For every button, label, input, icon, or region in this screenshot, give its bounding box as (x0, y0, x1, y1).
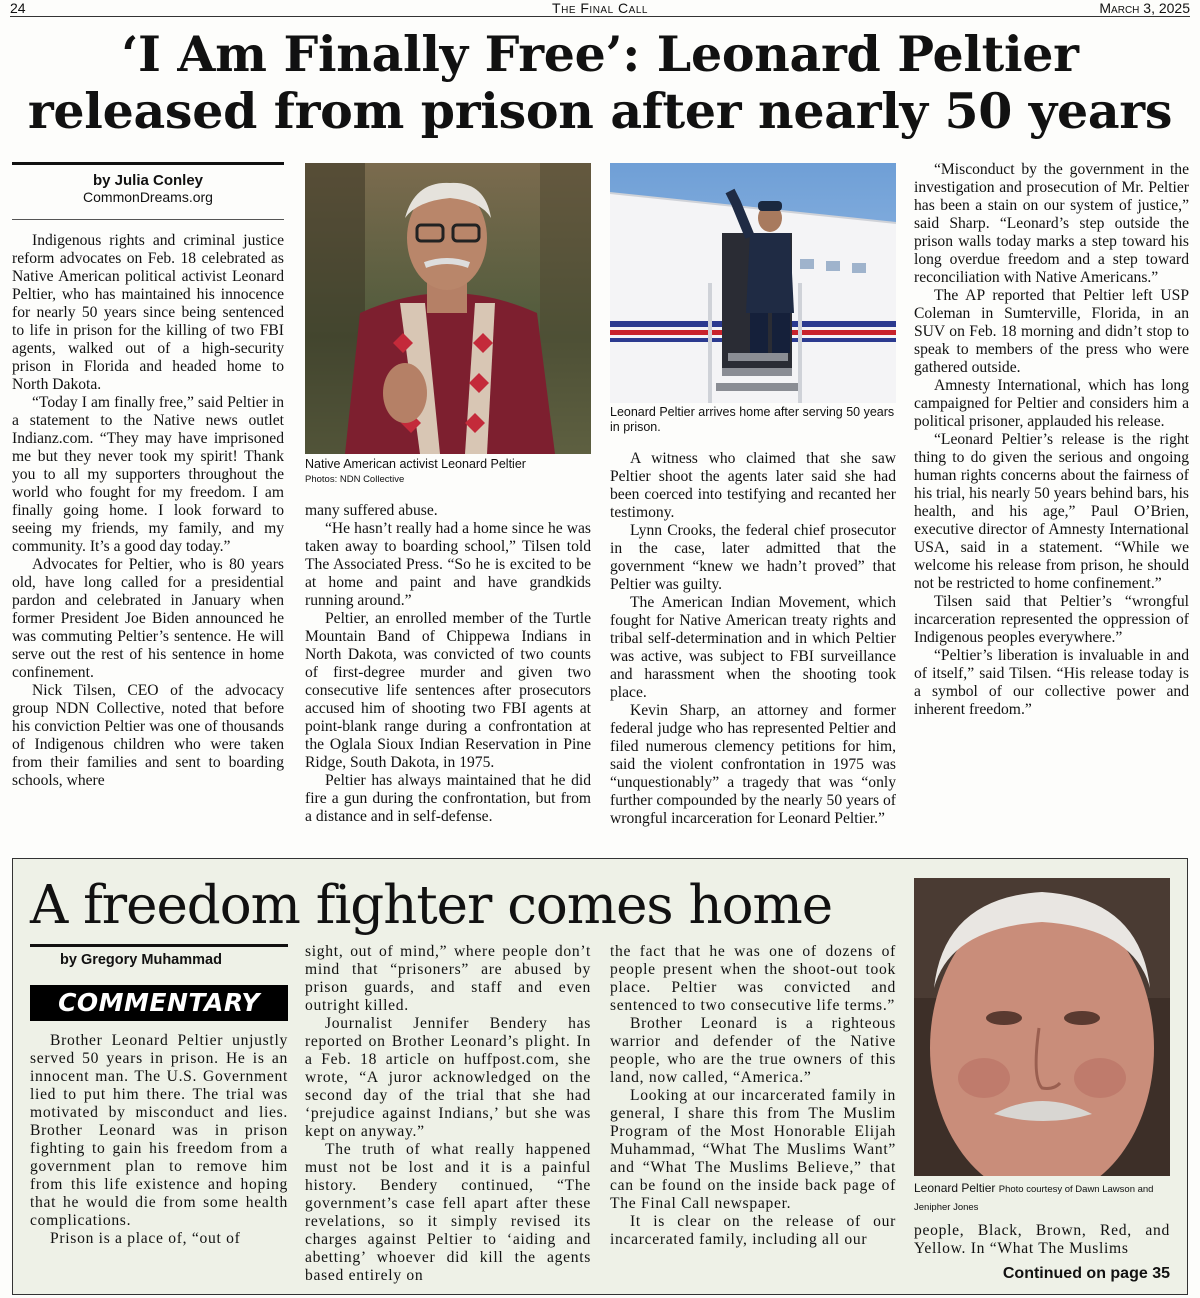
paragraph: Nick Tilsen, CEO of the advocacy group NDN Collective, noted that before his conviction Peltier was one of thousands of Indigenous children who were taken from their families and sent to boarding schools, where (12, 682, 284, 789)
paragraph: Kevin Sharp, an attorney and former federal judge who has represented Peltier and filed numerous clemency petitions for him, said the violent confrontation in 1975 was “unquestionably” a tragedy that was “only further compounded by the nearly 50 years of wrongful incarceration for Leonard Peltier.” (610, 702, 896, 827)
issue-date: March 3, 2025 (1099, 0, 1190, 16)
caption-text: Native American activist Leonard Peltier (305, 457, 526, 471)
paragraph: “Leonard Peltier’s release is the right thing to do given the serious and ongoing human rights concerns about the fairness of his trial, his nearly 50 years behind bars, his health, and his age,” Paul O’Brien, executive director of Amnesty International USA, said in a statement. “While we welcome his release from prison, he should not be restricted to home confinement.” (914, 431, 1189, 592)
commentary-column-1 (30, 1032, 288, 1248)
paragraph: The truth of what really happened must not be lost and it is a painful history. Bendery continued, “The government’s case fell apart after these revelations, so it simply revised its charges against Peltier to ‘aiding and abetting’ whoever did kill the agents based entirely on (305, 1141, 591, 1284)
paragraph: It is clear on the release of our incarcerated family, including all our (610, 1213, 896, 1248)
paragraph: The AP reported that Peltier left USP Coleman in Sumterville, Florida, in an SUV on Feb. 18 morning and didn’t stop to speak to members of the press who were gathered outside. (914, 287, 1189, 376)
article1-byline (12, 162, 284, 220)
paragraph: Indigenous rights and criminal justice reform advocates on Feb. 18 celebrated as Native American political activist Leonard Peltier, who has maintained his innocence for nearly 50 years since being sentenced to life in prison for the killing of two FBI agents, walked out of a high-security prison in Florida and headed home to North Dakota. (12, 232, 284, 393)
author-source: CommonDreams.org (83, 189, 213, 205)
portrait-photo (305, 163, 591, 454)
paragraph: Brother Leonard Peltier unjustly served 50 years in prison. He is an innocent man. The U.S. Government lied to put him there. The trial was motivated by misconduct and lies. Brother Leonard was in prison fighting to gain his freedom from a government plan to remove him from this life existence and hoping that he would die from some health complications. (30, 1032, 288, 1229)
main-headline (0, 26, 1200, 140)
paragraph: “Today I am finally free,” said Peltier in a statement to the Native news outlet Indianz.com. “They may have imprisoned me but they never took my spirit! Thank you to all my supporters throughout the world who fought for my freedom. I am finally going home. I look forward to seeing my friends, my family, and my community. It’s a good day today.” (12, 394, 284, 555)
paragraph: Brother Leonard is a righteous warrior and defender of the Native people, who are the true owners of this land, now called, “America.” (610, 1015, 896, 1086)
photo-credit: Photos: NDN Collective (305, 474, 405, 485)
author-name: by Julia Conley (92, 172, 204, 189)
paragraph: Looking at our incarcerated family in general, I share this from The Muslim Program of the Most Honorable Elijah Muhammad, “What The Muslims Want” and “What The Muslims Believe,” that can be found on the inside back page of The Final Call newspaper. (610, 1087, 896, 1212)
commentary-column-2 (305, 943, 591, 1285)
publication-name: The Final Call (552, 0, 648, 16)
airplane-caption: Leonard Peltier arrives home after serving 50 years in prison. (610, 405, 895, 434)
paragraph: Lynn Crooks, the federal chief prosecutor in the case, later admitted that the government “knew we hadn’t proved” that Peltier was guilty. (610, 522, 896, 593)
page-number: 24 (10, 0, 26, 16)
commentary-byline: by Gregory Muhammad (30, 944, 288, 968)
portrait-caption (305, 457, 591, 487)
paragraph: many suffered abuse. (305, 502, 438, 519)
continued-note: Continued on page 35 (1002, 1265, 1170, 1282)
airplane-photo-icon (610, 163, 896, 403)
article1-column-1 (12, 232, 284, 790)
commentary-label: COMMENTARY (30, 985, 288, 1021)
paragraph: Advocates for Peltier, who is 80 years old, have long called for a presidential pardon and celebrated in January when former President Joe Biden announced he was commuting Peltier’s sentence. He will serve out the rest of his sentence in home confinement. (12, 556, 284, 681)
paragraph: “Misconduct by the government in the investigation and prosecution of Mr. Peltier has been a stain on our system of justice,” said Sharp. “Leonard’s step outside the prison walls today marks a step toward his long overdue freedom and a step toward reconciliation with Native Americans.” (914, 161, 1189, 286)
commentary-column-4 (914, 1222, 1170, 1258)
headline-line-1: ‘I Am Finally Free’: Leonard Peltier (121, 25, 1079, 83)
paragraph: Journalist Jennifer Bendery has reported on Brother Leonard’s plight. In a Feb. 18 article on huffpost.com, she wrote, “A juror acknowledged on the second day of the trial that she had ‘prejudice against Indians,’ but she was kept on anyway.” (305, 1015, 591, 1140)
paragraph: Tilsen said that Peltier’s “wrongful incarceration represented the oppression of Indigenous peoples everywhere.” (914, 593, 1189, 646)
article1-column-3 (610, 450, 896, 828)
photo-credit: Photo courtesy of Dawn Lawson and Jenipher Jones (914, 1184, 1154, 1213)
paragraph: Amnesty International, which has long campaigned for Peltier and considers him a political prisoner, applauded his release. (914, 377, 1189, 430)
paragraph: Peltier has always maintained that he did fire a gun during the confrontation, but from a distance and in self-defense. (305, 772, 591, 825)
caption-name: Leonard Peltier (914, 1181, 996, 1195)
paragraph: Peltier, an enrolled member of the Turtle Mountain Band of Chippewa Indians in North Dakota, was convicted of two counts of first-degree murder and given two consecutive life sentences after prosecutors accused him of shooting two FBI agents at point-blank range during a confrontation at the Oglala Sioux Indian Reservation in Pine Ridge, South Dakota, in 1975. (305, 610, 591, 771)
paragraph: “Peltier’s liberation is invaluable in and of itself,” said Tilsen. “His release today is a symbol of our collective power and inherent freedom.” (914, 647, 1189, 718)
closeup-caption (914, 1180, 1174, 1216)
paragraph: “He hasn’t really had a home since he was taken away to boarding school,” Tilsen told The Associated Press. “So he is excited to be at home and paint and have grandkids running around.” (305, 520, 591, 609)
paragraph: A witness who claimed that she saw Peltier shoot the agents later said she had been coerced into testifying and recanted her testimony. (610, 450, 896, 521)
headline-line-2: released from prison after nearly 50 years (27, 82, 1173, 140)
commentary-headline: A freedom fighter comes home (30, 875, 833, 936)
article1-column-2 (305, 502, 591, 826)
folio-bar (10, 0, 1190, 17)
paragraph: sight, out of mind,” where people don’t mind that “prisoners” are abused by prison guards, and staff and even outright killed. (305, 943, 591, 1014)
portrait-closeup-photo (914, 878, 1170, 1176)
paragraph: The American Indian Movement, which fought for Native American treaty rights and tribal self-determination and in which Peltier was active, was subject to FBI surveillance and harassment when the shooting took place. (610, 594, 896, 701)
paragraph: Prison is a place of, “out of (50, 1230, 241, 1247)
paragraph: the fact that he was one of dozens of people present when the shoot-out took place. Peltier was convicted and sentenced to two consecutive life terms.” (610, 943, 896, 1014)
commentary-column-3 (610, 943, 896, 1249)
paragraph: people, Black, Brown, Red, and Yellow. In “What The Muslims (914, 1222, 1170, 1257)
portrait-closeup-photo-icon (914, 878, 1170, 1176)
article1-column-4 (914, 161, 1189, 719)
airplane-photo (610, 163, 896, 403)
portrait-photo-icon (305, 163, 591, 454)
